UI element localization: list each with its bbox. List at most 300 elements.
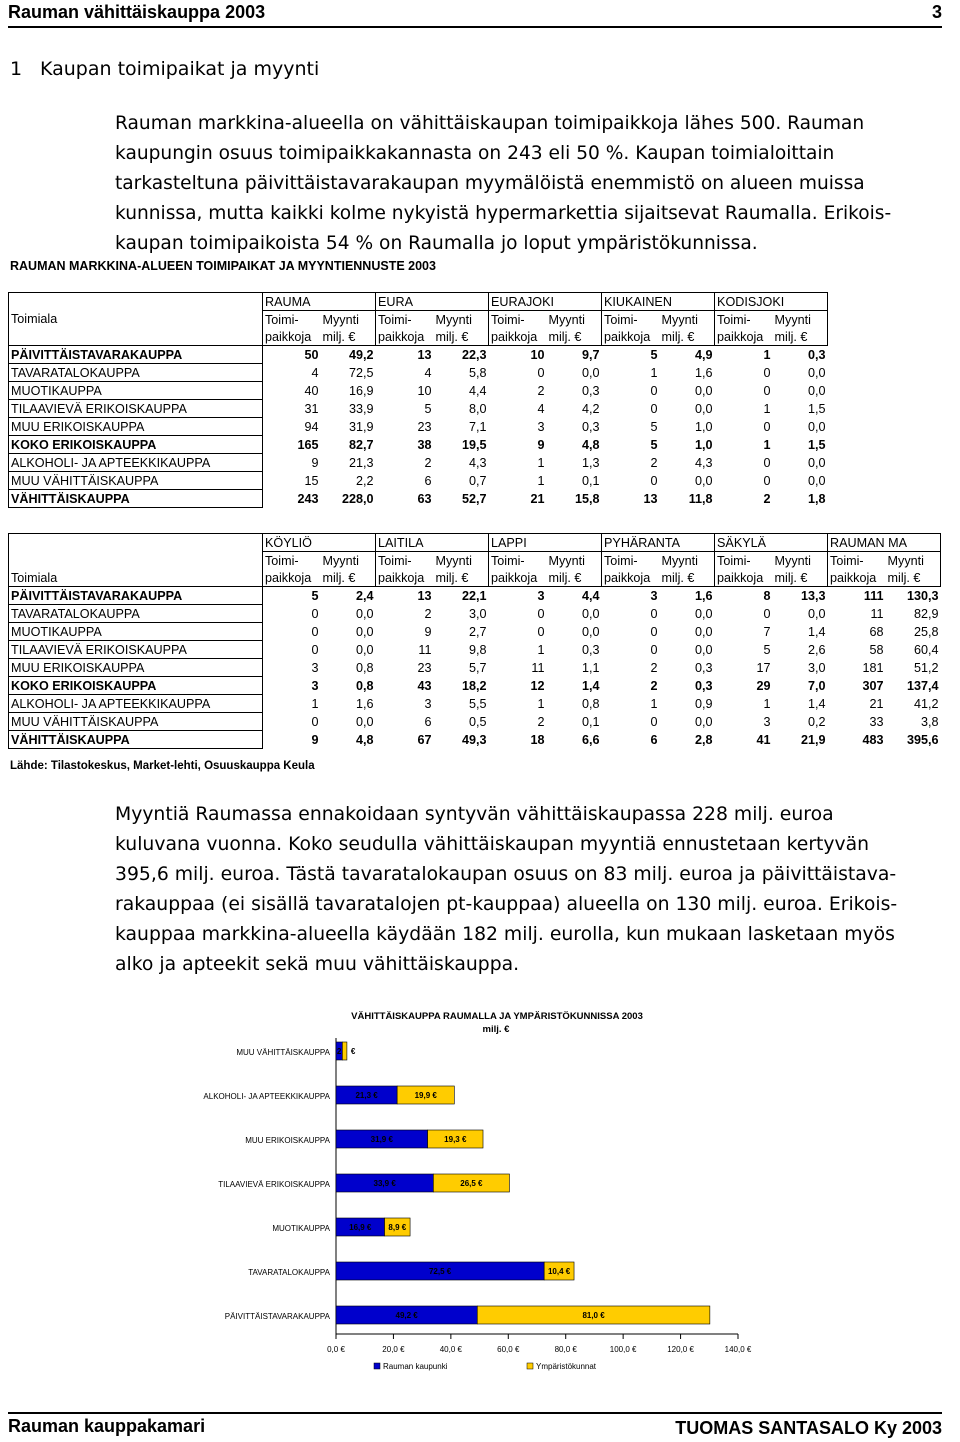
toimipaikat-label: Toimi- [602, 552, 660, 570]
store-count: 2 [537, 383, 545, 398]
store-count: 21 [869, 696, 884, 711]
store-count: 1 [763, 347, 771, 362]
store-count: 1 [537, 455, 545, 470]
paragraph-line: alko ja apteekit sekä muu vähittäiskauppa. [115, 954, 520, 975]
region-header: LAITILA [376, 534, 489, 552]
sales-value: 82,9 [914, 606, 939, 621]
sales-value: 25,8 [914, 624, 939, 639]
store-count: 1 [763, 437, 771, 452]
sales-value: 31,9 [349, 419, 374, 434]
footer-left: Rauman kauppakamari [8, 1416, 206, 1436]
store-count: 18 [530, 732, 545, 747]
myynti-label: Myynti [773, 552, 828, 570]
store-count: 4 [537, 401, 545, 416]
myynti-label: Myynti [660, 311, 715, 329]
store-count: 17 [756, 660, 771, 675]
column-label-toimiala [9, 328, 263, 346]
store-count: 43 [417, 678, 432, 693]
store-count: 9 [311, 455, 319, 470]
sales-value: 1,0 [695, 419, 713, 434]
store-count: 7 [763, 624, 771, 639]
store-count: 0 [311, 642, 319, 657]
toimipaikat-label: Toimi- [489, 311, 547, 329]
row-label: KOKO ERIKOISKAUPPA [9, 436, 263, 454]
row-label: MUU ERIKOISKAUPPA [9, 418, 263, 436]
sales-value: 0,0 [355, 642, 374, 657]
sales-value: 4,8 [582, 437, 600, 452]
store-count: 3 [424, 696, 432, 711]
store-count: 0 [650, 624, 658, 639]
store-count: 10 [417, 383, 432, 398]
chart-title: VÄHITTÄISKAUPPA RAUMALLA JA YMPÄRISTÖKUNNISSA 2003 [351, 1011, 643, 1022]
header-title: Rauman vähittäiskauppa 2003 [8, 2, 266, 22]
store-count: 0 [311, 606, 319, 621]
sales-value: 0,2 [808, 714, 826, 729]
table-row [9, 695, 941, 713]
store-count: 41 [756, 732, 771, 747]
column-label-toimiala: Toimiala [9, 569, 263, 587]
category-label: MUU ERIKOISKAUPPA [245, 1136, 330, 1145]
store-count: 31 [304, 401, 319, 416]
toimipaikat-label: Toimi- [828, 552, 886, 570]
data-label: 21,3 € [355, 1091, 378, 1100]
x-tick-label: 40,0 € [439, 1345, 462, 1354]
myynti-label: milj. € [547, 569, 602, 587]
store-count: 3 [311, 660, 319, 675]
toimipaikat-label: Toimi- [489, 552, 547, 570]
myynti-label: Myynti [321, 311, 376, 329]
store-count: 0 [650, 401, 658, 416]
sales-value: 0,0 [808, 365, 826, 380]
table-row [9, 382, 828, 400]
x-tick-label: 20,0 € [382, 1345, 405, 1354]
region-header: RAUMAN MA [828, 534, 941, 552]
myynti-label: Myynti [321, 552, 376, 570]
table-row [9, 454, 828, 472]
data-label: 26,5 € [460, 1179, 483, 1188]
store-count: 94 [304, 419, 319, 434]
column-label-toimiala [9, 552, 263, 570]
row-label: MUU VÄHITTÄISKAUPPA [9, 472, 263, 490]
intro-paragraph [115, 109, 955, 259]
paragraph-line: rakauppaa (ei sisällä tavaratalojen pt-kauppaa) alueella on 130 milj. euroa. Erikois- [115, 894, 898, 915]
sales-value: 0,0 [695, 624, 713, 639]
myynti-label: milj. € [321, 569, 376, 587]
chart-subtitle: milj. € [482, 1024, 510, 1035]
store-count: 0 [763, 455, 771, 470]
sales-value: 0,0 [695, 401, 713, 416]
toimipaikat-label: Toimi- [715, 552, 773, 570]
sales-table-2 [8, 533, 941, 749]
myynti-label: Myynti [547, 311, 602, 329]
sales-value: 4,4 [582, 588, 600, 603]
row-label: TAVARATALOKAUPPA [9, 605, 263, 623]
category-label: TILAAVIEVÄ ERIKOISKAUPPA [218, 1180, 330, 1189]
store-count: 0 [650, 714, 658, 729]
x-tick-label: 120,0 € [667, 1345, 694, 1354]
row-label: MUU ERIKOISKAUPPA [9, 659, 263, 677]
sales-value: 41,2 [914, 696, 939, 711]
store-count: 0 [537, 365, 545, 380]
store-count: 10 [530, 347, 545, 362]
row-label: VÄHITTÄISKAUPPA [9, 490, 263, 508]
sales-value: 0,3 [808, 347, 826, 362]
region-header: SÄKYLÄ [715, 534, 828, 552]
sales-value: 0,5 [468, 714, 487, 729]
sales-value: 0,7 [469, 473, 487, 488]
store-count: 0 [650, 383, 658, 398]
store-count: 2 [763, 491, 771, 506]
sales-value: 0,0 [695, 473, 713, 488]
sales-value: 2,8 [695, 732, 713, 747]
paragraph-line: kaupan toimipaikoista 54 % on Raumalla jo loput ympäristökunnissa. [115, 233, 758, 254]
sales-value: 0,0 [808, 606, 826, 621]
sales-value: 130,3 [907, 588, 939, 603]
paragraph-line: Rauman markkina-alueella on vähittäiskaupan toimipaikkoja lähes 500. Rauman [115, 113, 865, 134]
myynti-label: milj. € [321, 328, 376, 346]
table-row [9, 364, 828, 382]
sales-value: 1,0 [695, 437, 713, 452]
page-footer [8, 1412, 942, 1442]
sales-value: 1,4 [582, 678, 600, 693]
table-row [9, 713, 941, 731]
store-count: 8 [763, 588, 771, 603]
store-count: 1 [650, 365, 658, 380]
sales-value: 4,2 [582, 401, 600, 416]
header-cell [9, 534, 263, 552]
toimipaikat-label: paikkoja [602, 569, 660, 587]
row-label: PÄIVITTÄISTAVARAKAUPPA [9, 346, 263, 364]
sales-value: 0,0 [808, 473, 826, 488]
section-number: 1 [10, 58, 23, 80]
data-label: 33,9 € [373, 1179, 396, 1188]
region-header: KÖYLIÖ [263, 534, 376, 552]
data-label: 8,9 € [388, 1223, 407, 1232]
column-label-toimiala: Toimiala [9, 311, 263, 329]
store-count: 58 [869, 642, 884, 657]
sales-value: 1,3 [582, 455, 600, 470]
table-row [9, 436, 828, 454]
sales-value: 72,5 [349, 365, 374, 380]
region-header: EURA [376, 293, 489, 311]
store-count: 2 [537, 714, 545, 729]
store-count: 13 [417, 588, 432, 603]
paragraph-line: kuluvana vuonna. Koko seudulla vähittäiskaupan myyntiä ennustetaan kertyvän [115, 834, 870, 855]
store-count: 181 [862, 660, 884, 675]
store-count: 6 [650, 732, 658, 747]
myynti-label: milj. € [886, 569, 941, 587]
row-label: MUOTIKAUPPA [9, 623, 263, 641]
region-header: KODISJOKI [715, 293, 828, 311]
sales-value: 0,0 [695, 714, 713, 729]
store-count: 2 [424, 606, 432, 621]
row-label: TILAAVIEVÄ ERIKOISKAUPPA [9, 400, 263, 418]
sales-value: 21,9 [801, 732, 826, 747]
store-count: 4 [424, 365, 432, 380]
sales-value: 9,7 [582, 347, 600, 362]
sales-value: 4,8 [355, 732, 374, 747]
sales-value: 1,6 [695, 365, 713, 380]
paragraph-line: 395,6 milj. euroa. Tästä tavaratalokaupan osuus on 83 milj. euroa ja päivittäistava- [115, 864, 897, 885]
sales-value: 2,6 [808, 642, 826, 657]
toimipaikat-label: paikkoja [828, 569, 886, 587]
store-count: 3 [537, 419, 545, 434]
sales-value: 51,2 [914, 660, 939, 675]
sales-value: 0,3 [695, 660, 713, 675]
toimipaikat-label: paikkoja [263, 328, 321, 346]
toimipaikat-label: Toimi- [602, 311, 660, 329]
toimipaikat-label: paikkoja [715, 328, 773, 346]
sales-value: 0,0 [808, 419, 826, 434]
sales-value: 1,5 [808, 401, 826, 416]
sales-value: 0,0 [582, 624, 600, 639]
store-count: 11 [531, 660, 545, 675]
sales-value: 3,0 [468, 606, 487, 621]
store-count: 2 [424, 455, 432, 470]
toimipaikat-label: Toimi- [715, 311, 773, 329]
sales-value: 7,0 [808, 678, 826, 693]
store-count: 33 [869, 714, 884, 729]
store-count: 5 [650, 437, 658, 452]
category-label: MUU VÄHITTÄISKAUPPA [236, 1048, 330, 1057]
sales-value: 0,0 [355, 606, 374, 621]
sales-value: 0,0 [355, 714, 374, 729]
data-label: 72,5 € [428, 1267, 452, 1276]
x-tick-label: 140,0 € [724, 1345, 752, 1354]
store-count: 68 [869, 624, 884, 639]
table-row [9, 623, 941, 641]
category-label: PÄIVITTÄISTAVARAKAUPPA [224, 1312, 330, 1321]
sales-value: 33,9 [349, 401, 374, 416]
data-label: 31,9 € [370, 1135, 393, 1144]
toimipaikat-label: paikkoja [715, 569, 773, 587]
myynti-label: milj. € [547, 328, 602, 346]
sales-value: 0,0 [695, 606, 713, 621]
sales-value: 6,6 [582, 732, 600, 747]
forecast-paragraph [115, 800, 955, 980]
store-count: 0 [763, 365, 771, 380]
sales-value: 0,0 [582, 365, 600, 380]
store-count: 11 [418, 642, 432, 657]
myynti-label: Myynti [886, 552, 941, 570]
sales-value: 16,9 [349, 383, 374, 398]
table-row [9, 659, 941, 677]
store-count: 2 [650, 660, 658, 675]
store-count: 1 [311, 696, 319, 711]
data-label: € [350, 1047, 356, 1056]
sales-value: 15,8 [575, 491, 600, 506]
row-label: TILAAVIEVÄ ERIKOISKAUPPA [9, 641, 263, 659]
sales-value: 11,8 [688, 491, 713, 506]
toimipaikat-label: paikkoja [376, 569, 434, 587]
data-label: 49,2 € [395, 1311, 418, 1320]
sales-value: 0,1 [582, 714, 600, 729]
row-label: ALKOHOLI- JA APTEEKKIKAUPPA [9, 695, 263, 713]
sales-value: 0,3 [582, 383, 600, 398]
region-header: EURAJOKI [489, 293, 602, 311]
sales-value: 0,0 [808, 455, 826, 470]
store-count: 4 [311, 365, 319, 380]
store-count: 63 [417, 491, 432, 506]
store-count: 0 [537, 624, 545, 639]
store-count: 0 [650, 606, 658, 621]
store-count: 0 [650, 642, 658, 657]
sales-value: 0,0 [355, 624, 374, 639]
legend-swatch-ymparistokunnat [527, 1363, 533, 1369]
store-count: 0 [311, 624, 319, 639]
x-tick-label: 0,0 € [327, 1345, 345, 1354]
sales-value: 49,2 [349, 347, 374, 362]
x-tick-label: 60,0 € [497, 1345, 520, 1354]
sales-value: 82,7 [349, 437, 374, 452]
sales-value: 7,1 [469, 419, 487, 434]
store-count: 5 [763, 642, 771, 657]
retail-chart [0, 990, 960, 1380]
toimipaikat-label: paikkoja [489, 328, 547, 346]
region-header: KIUKAINEN [602, 293, 715, 311]
category-label: TAVARATALOKAUPPA [248, 1268, 330, 1277]
myynti-label: Myynti [434, 311, 489, 329]
store-count: 165 [297, 437, 319, 452]
sales-value: 60,4 [914, 642, 939, 657]
store-count: 3 [311, 678, 319, 693]
store-count: 0 [537, 606, 545, 621]
sales-value: 3,0 [808, 660, 826, 675]
myynti-label: Myynti [547, 552, 602, 570]
paragraph-line: kaupungin osuus toimipaikkakannasta on 243 eli 50 %. Kaupan toimialoittain [115, 143, 835, 164]
store-count: 29 [756, 678, 771, 693]
myynti-label: milj. € [434, 328, 489, 346]
table-row [9, 641, 941, 659]
store-count: 2 [650, 455, 658, 470]
sales-value: 4,3 [469, 455, 487, 470]
sales-value: 0,0 [808, 383, 826, 398]
paragraph-line: Myyntiä Raumassa ennakoidaan syntyvän vähittäiskaupassa 228 milj. euroa [115, 804, 834, 825]
sales-value: 0,8 [355, 678, 374, 693]
sales-value: 2,2 [356, 473, 374, 488]
sales-value: 18,2 [461, 678, 487, 693]
store-count: 1 [537, 473, 545, 488]
sales-value: 0,3 [582, 642, 600, 657]
section-heading [10, 58, 319, 80]
sales-value: 22,1 [461, 588, 487, 603]
store-count: 13 [417, 347, 432, 362]
x-tick-label: 80,0 € [554, 1345, 577, 1354]
store-count: 23 [417, 419, 432, 434]
sales-value: 0,3 [695, 678, 713, 693]
store-count: 38 [417, 437, 432, 452]
store-count: 9 [537, 437, 545, 452]
store-count: 3 [537, 588, 545, 603]
legend-label: Ympäristökunnat [536, 1362, 597, 1371]
sales-value: 21,3 [349, 455, 374, 470]
myynti-label: milj. € [773, 328, 828, 346]
store-count: 0 [763, 473, 771, 488]
footer-right: TUOMAS SANTASALO Ky 2003 [675, 1418, 942, 1438]
data-label: 2 [336, 1047, 342, 1056]
toimipaikat-label: Toimi- [376, 311, 434, 329]
myynti-label: milj. € [773, 569, 828, 587]
store-count: 9 [311, 732, 319, 747]
myynti-label: Myynti [660, 552, 715, 570]
row-label: PÄIVITTÄISTAVARAKAUPPA [9, 587, 263, 605]
table-row [9, 677, 941, 695]
sales-value: 0,0 [695, 642, 713, 657]
row-label: KOKO ERIKOISKAUPPA [9, 677, 263, 695]
store-count: 5 [650, 347, 658, 362]
sales-value: 228,0 [342, 491, 374, 506]
sales-value: 1,8 [808, 491, 826, 506]
sales-value: 19,5 [462, 437, 487, 452]
store-count: 111 [863, 588, 884, 603]
store-count: 5 [650, 419, 658, 434]
sales-value: 5,7 [468, 660, 487, 675]
data-label: 19,3 € [444, 1135, 467, 1144]
sales-value: 0,0 [582, 606, 600, 621]
sales-value: 9,8 [468, 642, 487, 657]
section-title: Kaupan toimipaikat ja myynti [40, 58, 320, 80]
table-title: RAUMAN MARKKINA-ALUEEN TOIMIPAIKAT JA MYYNTIENNUSTE 2003 [10, 259, 436, 273]
myynti-label: milj. € [660, 328, 715, 346]
sales-value: 1,4 [808, 696, 826, 711]
table-row [9, 472, 828, 490]
store-count: 1 [537, 642, 545, 657]
myynti-label: milj. € [434, 569, 489, 587]
legend-label: Rauman kaupunki [383, 1362, 448, 1371]
bar-ymparistokunnat [342, 1042, 347, 1060]
row-label: TAVARATALOKAUPPA [9, 364, 263, 382]
table-row [9, 418, 828, 436]
sales-value: 0,9 [695, 696, 713, 711]
page-number: 3 [931, 2, 942, 22]
toimipaikat-label: Toimi- [263, 311, 321, 329]
store-count: 15 [304, 473, 319, 488]
data-label: 16,9 € [349, 1223, 372, 1232]
sales-value: 395,6 [907, 732, 939, 747]
data-label: 81,0 € [582, 1311, 605, 1320]
region-header: PYHÄRANTA [602, 534, 715, 552]
paragraph-line: kauppaa markkina-alueella käydään 182 milj. eurolla, kun mukaan lasketaan myös [115, 924, 895, 945]
store-count: 307 [862, 678, 884, 693]
header-cell [9, 293, 263, 311]
sales-value: 1,5 [808, 437, 826, 452]
sales-value: 2,4 [355, 588, 374, 603]
store-count: 0 [763, 383, 771, 398]
store-count: 21 [530, 491, 545, 506]
region-header: RAUMA [263, 293, 376, 311]
store-count: 11 [870, 606, 884, 621]
myynti-label: Myynti [434, 552, 489, 570]
store-count: 6 [424, 714, 432, 729]
row-label: VÄHITTÄISKAUPPA [9, 731, 263, 749]
store-count: 1 [650, 696, 658, 711]
toimipaikat-label: paikkoja [376, 328, 434, 346]
store-count: 1 [537, 696, 545, 711]
store-count: 40 [304, 383, 319, 398]
row-label: MUU VÄHITTÄISKAUPPA [9, 713, 263, 731]
sales-value: 0,1 [582, 473, 600, 488]
paragraph-line: tarkasteltuna päivittäistavarakaupan myymälöistä enemmistö on alueen muissa [115, 173, 865, 194]
store-count: 2 [650, 678, 658, 693]
store-count: 6 [424, 473, 432, 488]
sales-value: 5,8 [469, 365, 487, 380]
toimipaikat-label: paikkoja [602, 328, 660, 346]
toimipaikat-label: Toimi- [376, 552, 434, 570]
legend-swatch-rauman-kaupunki [374, 1363, 380, 1369]
store-count: 23 [417, 660, 432, 675]
x-tick-label: 100,0 € [609, 1345, 637, 1354]
store-count: 1 [763, 696, 771, 711]
